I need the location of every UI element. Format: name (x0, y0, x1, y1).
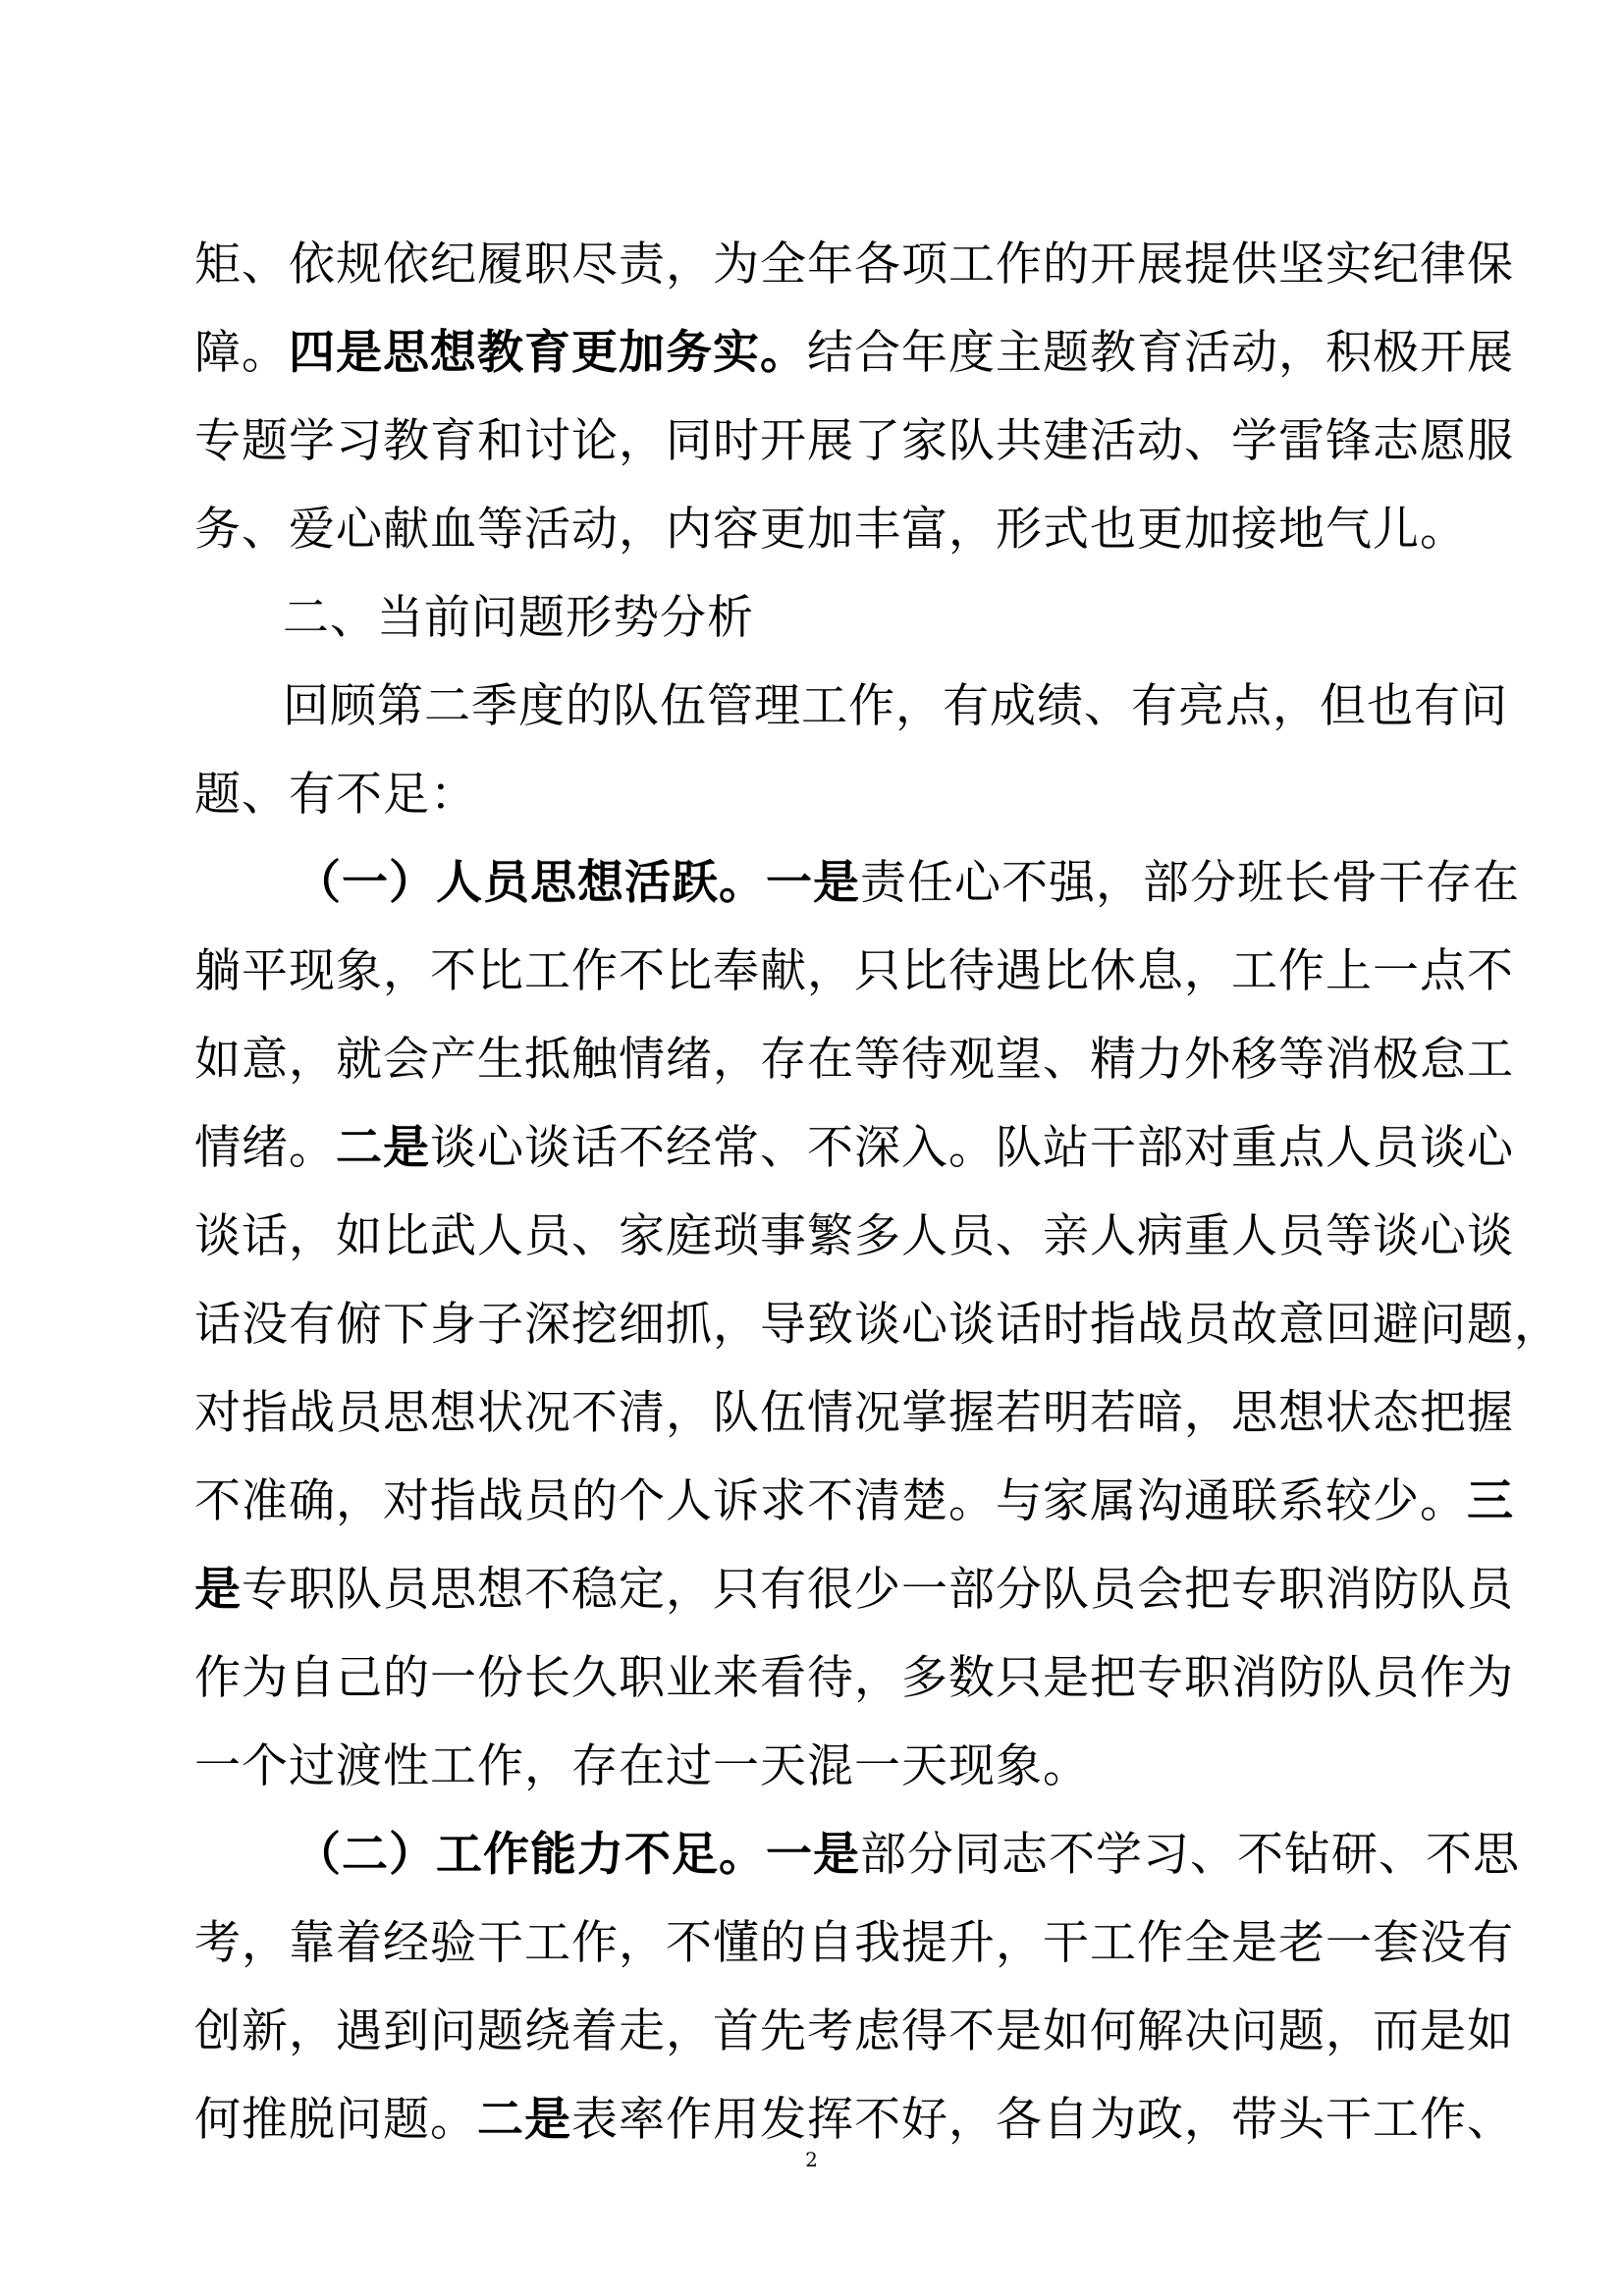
text-line: 考，靠着经验干工作，不懂的自我提升，干工作全是老一套没有 (194, 1916, 1514, 1970)
text-run: 不准确，对指战员的个人诉求不清楚。与家属沟通联系较少。 (194, 1474, 1467, 1528)
text-line: 躺平现象，不比工作不比奉献，只比待遇比休息，工作上一点不 (194, 944, 1514, 998)
bold-emphasis: 二是 (336, 1121, 430, 1175)
text-run: 责任心不强，部分班长骨干存在 (860, 856, 1520, 910)
bold-emphasis: 三 (1467, 1474, 1514, 1528)
text-run: 专职队员思想不稳定，只有很少一部分队员会把专职消防队员 (242, 1563, 1514, 1617)
text-line: 题、有不足： (194, 768, 477, 822)
text-run: 结合年度主题教育活动，积极开展 (807, 326, 1514, 380)
text-line (295, 1826, 1520, 1885)
bold-emphasis: 是 (194, 1563, 242, 1617)
text-line (194, 2091, 1514, 2150)
text-run: 障。 (194, 326, 289, 380)
bold-emphasis: 一是 (766, 1828, 860, 1882)
text-line: 务、爱心献血等活动，内容更加丰富，形式也更加接地气儿。 (194, 503, 1467, 557)
text-run: 部分同志不学习、不钻研、不思 (860, 1828, 1520, 1882)
text-run: 情绪。 (194, 1121, 336, 1175)
text-run: 表率作用发挥不好，各自为政，带头干工作、 (571, 2093, 1514, 2147)
bold-emphasis: 二是 (477, 2093, 571, 2147)
text-line (194, 1561, 1514, 1620)
subsection-heading: （一）人员思想活跃。 (295, 856, 766, 910)
text-line: 对指战员思想状况不清，队伍情况掌握若明若暗，思想状态把握 (194, 1386, 1514, 1440)
text-line: 作为自己的一份长久职业来看待，多数只是把专职消防队员作为 (194, 1651, 1514, 1705)
text-line: 谈话，如比武人员、家庭琐事繁多人员、亲人病重人员等谈心谈 (194, 1209, 1514, 1263)
text-line: 如意，就会产生抵触情绪，存在等待观望、精力外移等消极怠工 (194, 1033, 1514, 1087)
text-run: 谈心谈话不经常、不深入。队站干部对重点人员谈心 (430, 1121, 1514, 1175)
text-line (194, 324, 1514, 383)
subsection-heading: （二）工作能力不足。 (295, 1828, 766, 1882)
page-number: 2 (805, 2148, 818, 2171)
text-line (194, 1119, 1514, 1178)
text-line: 话没有俯下身子深挖细抓，导致谈心谈话时指战员故意回避问题， (194, 1298, 1561, 1352)
text-line: 回顾第二季度的队伍管理工作，有成绩、有亮点，但也有问 (283, 679, 1508, 733)
bold-emphasis: 四是思想教育更加务实。 (289, 326, 807, 380)
text-line: 矩、依规依纪履职尽责，为全年各项工作的开展提供坚实纪律保 (194, 238, 1514, 292)
bold-emphasis: 一是 (766, 856, 860, 910)
text-line: 专题学习教育和讨论，同时开展了家队共建活动、学雷锋志愿服 (194, 414, 1514, 468)
text-line: 一个过渡性工作，存在过一天混一天现象。 (194, 1739, 1090, 1793)
text-line (295, 854, 1520, 913)
text-run: 何推脱问题。 (194, 2093, 477, 2147)
text-line (194, 1472, 1514, 1531)
text-line: 创新，遇到问题绕着走，首先考虑得不是如何解决问题，而是如 (194, 2004, 1514, 2058)
section-heading: 二、当前问题形势分析 (283, 591, 754, 645)
